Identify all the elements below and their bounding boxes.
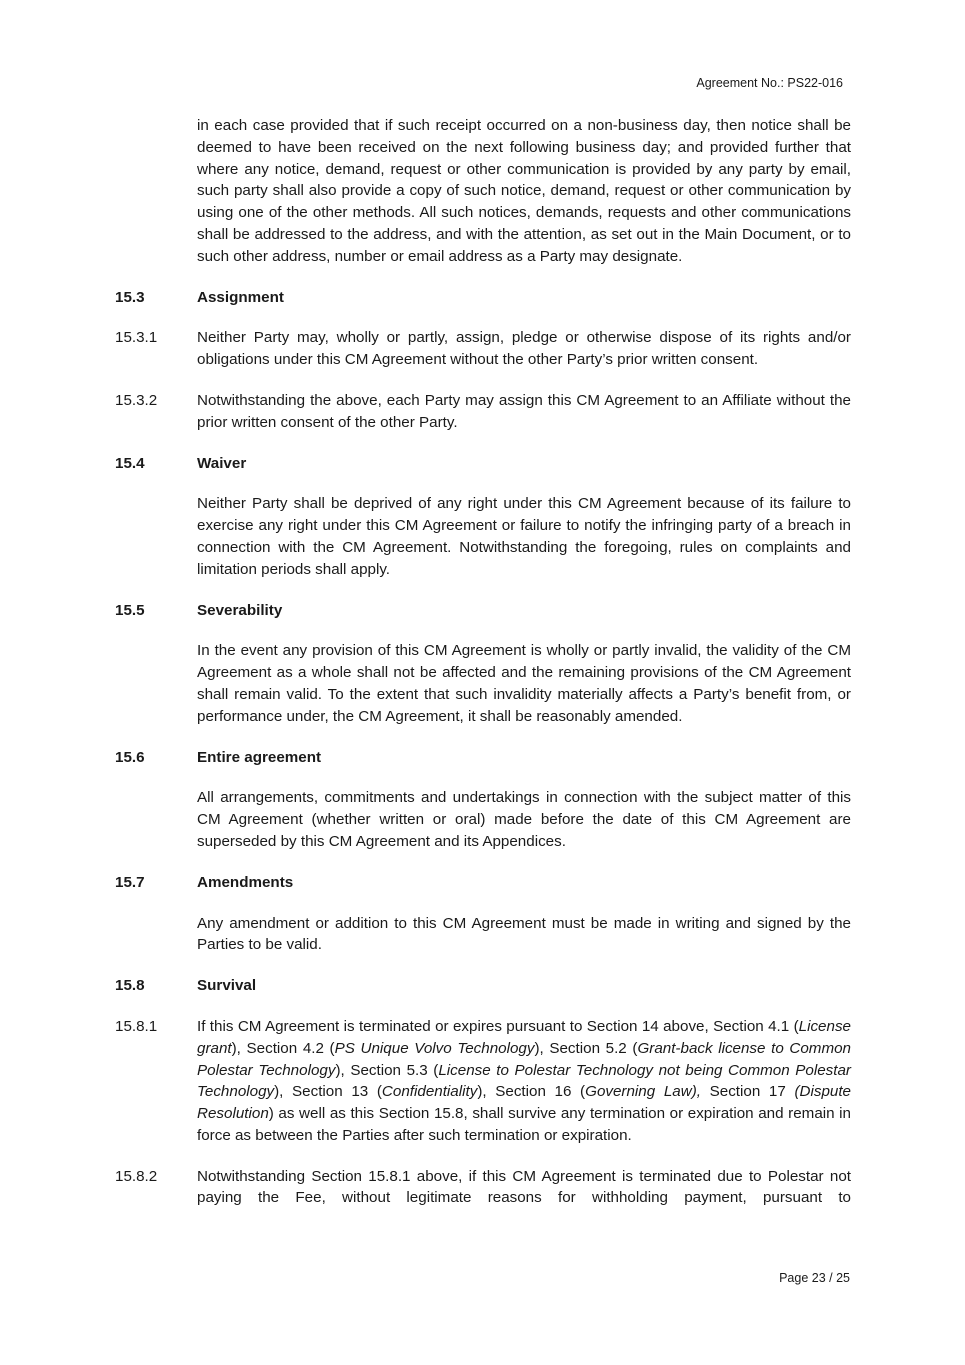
header-agreement-number: Agreement No.: PS22-016 bbox=[696, 76, 843, 90]
intro-paragraph: in each case provided that if such receipt occurred on a non-business day, then notice shall be deemed to have been received on the next following business day; and provided further that where any notice, demand, request or other communication is provided by any party by email, such party shall also provide a copy of such notice, demand, request or other communication by using one of the other methods. All such notices, demands, requests and other communications shall be addressed to the address, and with the attention, as set out in the Main Document, or to such other address, number or email address as a Party may designate. bbox=[197, 117, 851, 265]
clause-15-3-2: 15.3.2 Notwithstanding the above, each Party may assign this CM Agreement to an Affiliate without the prior written consent of the other Party. bbox=[115, 391, 851, 431]
section-heading-15-4: 15.4 Waiver bbox=[115, 454, 247, 472]
clause-15-8-1: 15.8.1 If this CM Agreement is terminated or expires pursuant to Section 14 above, Section 4.1 (License grant), Section 4.2 (PS Unique Volvo Technology), Section 5.2 (Grant-back license to Common Polestar Technology), Section 5.3 (License to Polestar Technology not being Common Polestar Technology), Section 13 (Confidentiality), Section 16 (Governing Law), Section 17 (Dispute Resolution) as well as this Section 15.8, shall survive any termination or expiration and remain in force as between the Parties after such termination or expiration. bbox=[115, 1017, 852, 1144]
clause-15-3-1: 15.3.1 Neither Party may, wholly or partly, assign, pledge or otherwise dispose of its rights and/or obligations under this CM Agreement without the other Party’s prior written consent. bbox=[115, 329, 851, 369]
section-heading-15-5: 15.5 Severability bbox=[115, 601, 283, 619]
document-body bbox=[115, 115, 851, 1209]
paragraph-15-7: Any amendment or addition to this CM Agreement must be made in writing and signed by the Parties to be valid. bbox=[197, 914, 851, 954]
section-heading-15-8: 15.8 Survival bbox=[115, 977, 257, 995]
paragraph-15-4: Neither Party shall be deprived of any right under this CM Agreement because of its failure to exercise any right under this CM Agreement or failure to notify the infringing party of a breach in connection with the CM Agreement. Notwithstanding the foregoing, rules on complaints and limitation periods shall apply. bbox=[197, 495, 851, 578]
paragraph-15-6: All arrangements, commitments and undertakings in connection with the subject matter of this CM Agreement (whether written or oral) made before the date of this CM Agreement are superseded by this CM Agreement and its Appendices. bbox=[197, 789, 851, 850]
section-heading-15-3: 15.3 Assignment bbox=[115, 288, 284, 306]
paragraph-15-5: In the event any provision of this CM Agreement is wholly or partly invalid, the validity of the CM Agreement as a whole shall not be affected and the remaining provisions of the CM Agreement shall remain valid. To the extent that such invalidity materially affects a Party’s benefit from, or performance under, the CM Agreement, it shall be reasonably amended. bbox=[197, 642, 851, 725]
section-heading-15-6: 15.6 Entire agreement bbox=[115, 748, 322, 766]
footer-page-number: Page 23 / 25 bbox=[779, 1271, 850, 1285]
clause-15-8-2: 15.8.2 Notwithstanding Section 15.8.1 above, if this CM Agreement is terminated due to Polestar not paying the Fee, without legitimate reasons for withholding payment, pursuant to bbox=[115, 1167, 851, 1207]
section-heading-15-7: 15.7 Amendments bbox=[115, 873, 294, 891]
